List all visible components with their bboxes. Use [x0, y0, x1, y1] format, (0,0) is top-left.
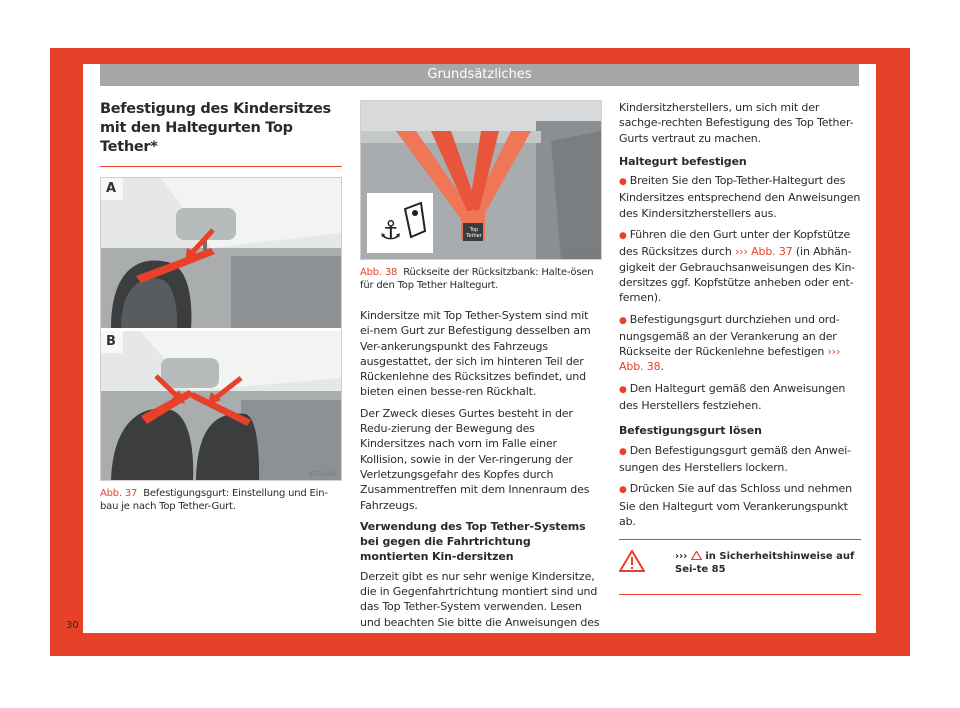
figure-37-label-a: A — [106, 181, 117, 196]
bullet-icon: ● — [619, 446, 627, 457]
list-item-text: Führen die den Gurt unter der Kopfstütze des Rücksitzes durch — [619, 228, 851, 259]
link-abb-37[interactable]: Abb. 37 — [751, 245, 793, 259]
figure-37 — [100, 177, 342, 481]
section-title: Befestigung des Kindersitzes mit den Haltegurten Top Tether* — [100, 100, 342, 167]
list-item — [619, 443, 861, 476]
list-item — [619, 173, 861, 221]
bullet-icon: ● — [619, 177, 627, 188]
paragraph-intro: Kindersitze mit Top Tether-System sind mit ei-nem Gurt zur Befestigung desselben am Ver-ankerungspunkt des Fahrzeugs ausgestattet, der sich im hinteren Teil der Rückenlehne des Rücksitzes befindet, und bieten einen besse-ren Rückhalt. — [360, 309, 591, 399]
paragraph-rearward: Derzeit gibt es nur sehr wenige Kindersitze, die in Gegenfahrtrichtung montiert sind und das Top Tether-System verwenden. Lesen und beachten Sie bitte die Anweisungen des — [360, 569, 600, 629]
heading-rearward: Verwendung des Top Tether-Systems bei gegen die Fahrtrichtung montierten Kin-dersitzen — [360, 519, 586, 564]
warning-reference[interactable] — [675, 550, 855, 576]
bullet-icon: ● — [619, 315, 627, 326]
bullet-icon: ● — [619, 485, 627, 496]
link-abb-38[interactable]: Abb. 38 — [619, 360, 661, 374]
paragraph-purpose: Der Zweck dieses Gurtes besteht in der Redu-zierung der Bewegung des Kindersitzes nach vorn im Falle einer Kollision, sowie in der Ver-ringerung der Verletzungsgefahr des Kopfes durch Zusammentreffen mit dem Innenraum des Fahrzeugs. — [360, 406, 590, 512]
list-item-text: Den Haltegurt gemäß den Anweisungen des Herstellers festziehen. — [619, 381, 846, 413]
list-item-text: . — [660, 360, 664, 374]
column-left — [100, 100, 342, 513]
list-item-text: (in Abhän-gigkeit der Gebrauchsanweisungen des Kin-dersitzes ggf. Kopfstütze anheben oder ent-fernen). — [619, 245, 856, 305]
figure-38-number: Abb. 38 — [360, 267, 398, 278]
page-number: 30 — [66, 620, 79, 631]
svg-text:⚓: ⚓ — [379, 216, 403, 246]
link-arrows: ››› — [675, 551, 688, 563]
column-middle — [360, 100, 602, 636]
figure-38-caption-text: Rückseite der Rücksitzbank: Halte-ösen für den Top Tether Haltegurt. — [360, 267, 594, 291]
figure-38-tag: Top Tether — [466, 227, 482, 239]
bullet-icon: ● — [619, 231, 627, 242]
heading-fasten: Haltegurt befestigen — [619, 154, 747, 168]
list-item-text: Breiten Sie den Top-Tether-Haltegurt des Kindersitzes entsprechend den Anweisungen des Kindersitzherstellers aus. — [619, 174, 861, 220]
list-item — [619, 312, 861, 375]
body-text-middle — [360, 308, 602, 630]
link-arrows: ››› — [735, 245, 748, 259]
list-item-text: Den Befestigungsgurt gemäß den Anwei-sungen des Herstellers lockern. — [619, 443, 851, 474]
list-item-text: Befestigungsgurt durchziehen und ord-nungsgemäß an der Verankerung an der Rückseite der Rückenlehne befestigen — [619, 312, 840, 359]
figure-37-number: Abb. 37 — [100, 488, 138, 499]
figure-37-image — [101, 178, 341, 480]
figure-38-caption — [360, 266, 600, 292]
figure-37-caption-text: Befestigungsgurt: Einstellung und Ein-bau je nach Top Tether-Gurt. — [100, 488, 328, 512]
paragraph-continued: Kindersitzherstellers, um sich mit der sachge-rechten Befestigung des Top Tether-Gurts vertraut zu machen. — [619, 101, 854, 145]
list-item-text: Drücken Sie auf das Schloss und nehmen Sie den Haltegurt vom Verankerungspunkt ab. — [619, 482, 852, 528]
figure-38 — [360, 100, 602, 260]
figure-37-label-b: B — [106, 334, 116, 349]
warning-box — [619, 539, 861, 595]
warning-text: in Sicherheitshinweise auf Sei-te 85 — [675, 551, 855, 576]
heading-release: Befestigungsgurt lösen — [619, 424, 762, 438]
column-right — [619, 100, 861, 595]
section-header: Grundsätzliches — [100, 64, 859, 86]
figure-37-caption — [100, 487, 340, 513]
list-item — [619, 227, 861, 305]
link-arrows: ››› — [827, 345, 841, 359]
warning-icon — [619, 550, 645, 572]
list-item — [619, 481, 861, 529]
warning-small-icon — [691, 551, 702, 560]
figure-38-code: B6F-0095 — [568, 250, 597, 257]
list-item — [619, 381, 861, 414]
bullet-icon: ● — [619, 384, 627, 395]
figure-37-code: B5T-0292 — [308, 471, 337, 478]
